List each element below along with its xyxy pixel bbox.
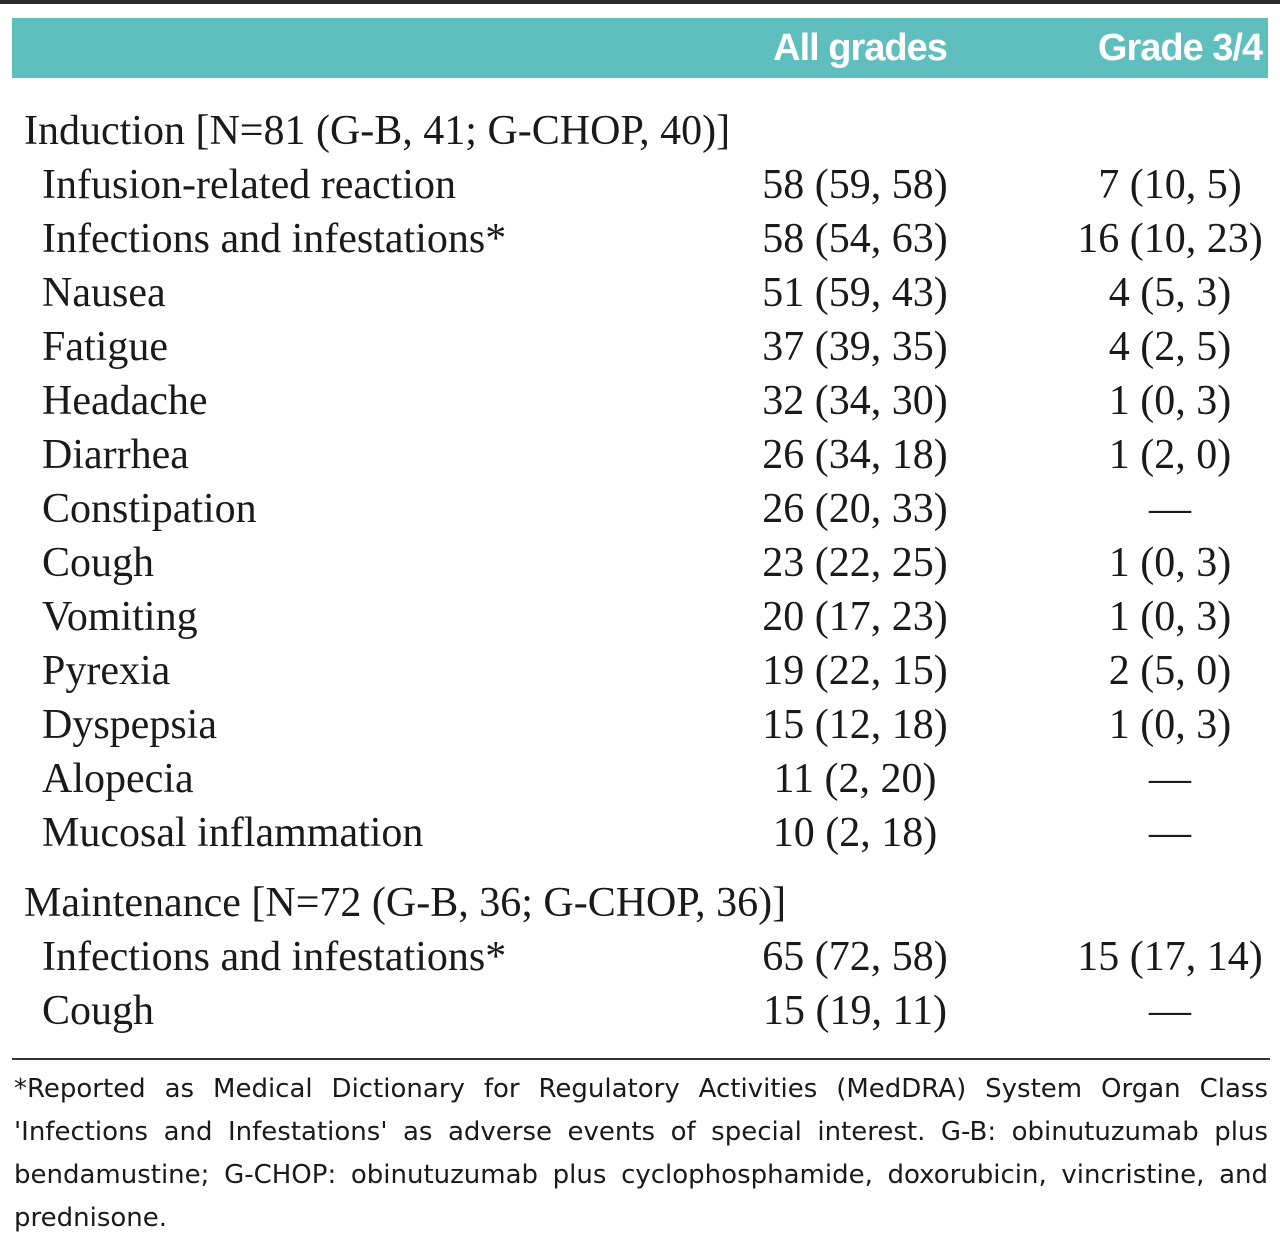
table-row [0, 806, 1280, 860]
table-row [0, 428, 1280, 482]
row-all-grades: 65 (72, 58) [762, 934, 948, 980]
row-grade-3-4: — [1149, 486, 1191, 532]
row-all-grades: 15 (12, 18) [762, 702, 948, 748]
row-grade-3-4: 16 (10, 23) [1077, 216, 1263, 262]
table-row [0, 374, 1280, 428]
row-all-grades: 51 (59, 43) [762, 270, 948, 316]
table-row [0, 930, 1280, 984]
row-grade-3-4: 1 (0, 3) [1108, 594, 1232, 640]
row-all-grades: 26 (34, 18) [762, 432, 948, 478]
header-all-grades: All grades [773, 27, 947, 69]
row-all-grades: 20 (17, 23) [762, 594, 948, 640]
row-grade-3-4: 1 (0, 3) [1108, 540, 1232, 586]
row-grade-3-4: 15 (17, 14) [1077, 934, 1263, 980]
row-grade-3-4: 1 (0, 3) [1108, 378, 1232, 424]
row-all-grades: 58 (59, 58) [762, 162, 948, 208]
row-label: Alopecia [42, 756, 194, 802]
row-grade-3-4: 1 (2, 0) [1108, 432, 1232, 478]
row-grade-3-4: 4 (5, 3) [1108, 270, 1232, 316]
row-label: Diarrhea [42, 432, 189, 478]
top-rule [0, 0, 1280, 4]
row-label: Infusion-related reaction [42, 162, 456, 208]
table-row [0, 266, 1280, 320]
row-all-grades: 15 (19, 11) [763, 988, 947, 1034]
row-all-grades: 11 (2, 20) [773, 756, 937, 802]
row-all-grades: 32 (34, 30) [762, 378, 948, 424]
row-grade-3-4: — [1149, 988, 1191, 1034]
row-grade-3-4: — [1149, 810, 1191, 856]
row-label: Vomiting [42, 594, 198, 640]
row-label: Cough [42, 988, 155, 1034]
row-label: Nausea [42, 270, 166, 316]
row-grade-3-4: — [1149, 756, 1191, 802]
row-all-grades: 37 (39, 35) [762, 324, 948, 370]
header-grade-3-4: Grade 3/4 [1097, 27, 1263, 69]
row-label: Headache [42, 378, 208, 424]
row-label: Dyspepsia [42, 702, 217, 748]
table-row [0, 320, 1280, 374]
row-label: Infections and infestations* [42, 216, 507, 262]
table-row [0, 536, 1280, 590]
row-label: Mucosal inflammation [42, 810, 424, 856]
table-row [0, 482, 1280, 536]
row-all-grades: 23 (22, 25) [762, 540, 948, 586]
section-title-maintenance: Maintenance [N=72 (G-B, 36; G-CHOP, 36)] [24, 880, 787, 926]
row-label: Pyrexia [42, 648, 171, 694]
row-grade-3-4: 7 (10, 5) [1098, 162, 1242, 208]
row-label: Constipation [42, 486, 257, 532]
section-title-induction: Induction [N=81 (G-B, 41; G-CHOP, 40)] [24, 108, 731, 154]
row-label: Cough [42, 540, 155, 586]
row-all-grades: 19 (22, 15) [762, 648, 948, 694]
table-row [0, 590, 1280, 644]
row-grade-3-4: 1 (0, 3) [1108, 702, 1232, 748]
row-grade-3-4: 4 (2, 5) [1108, 324, 1232, 370]
footnote-divider [12, 1058, 1270, 1060]
row-grade-3-4: 2 (5, 0) [1108, 648, 1232, 694]
table-row [0, 698, 1280, 752]
table-row [0, 752, 1280, 806]
table-header [12, 18, 1268, 78]
table-footnote: *Reported as Medical Dictionary for Regulatory Activities (MedDRA) System Organ Class 'Infections and Infestations' as adverse events of special interest. G-B: obinutuzumab plus bendamustine; G-CHOP: obinutuzumab plus cyclophosphamide, doxorubicin, vincristine, and prednisone. [14, 1074, 1268, 1233]
table-row [0, 644, 1280, 698]
row-all-grades: 10 (2, 18) [772, 810, 938, 856]
row-all-grades: 26 (20, 33) [762, 486, 948, 532]
row-label: Fatigue [42, 324, 168, 370]
table-row [0, 212, 1280, 266]
table-row [0, 158, 1280, 212]
row-label: Infections and infestations* [42, 934, 507, 980]
table-row [0, 984, 1280, 1038]
row-all-grades: 58 (54, 63) [762, 216, 948, 262]
